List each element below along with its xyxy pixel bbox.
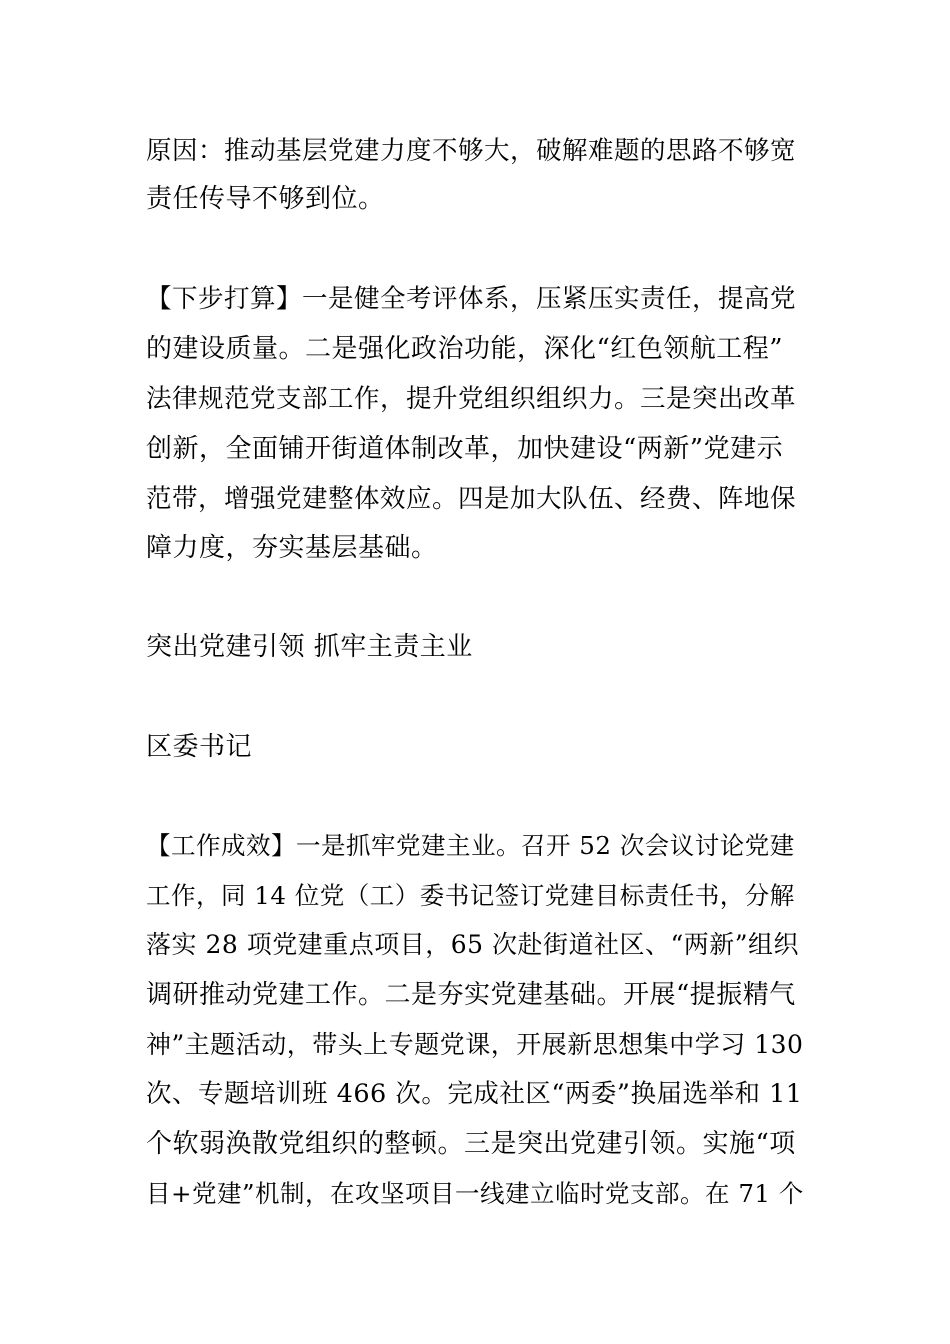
- paragraph-5-line-4: 调研推动党建工作。二是夯实党建基础。开展“提振精气: [146, 980, 796, 1010]
- paragraph-2-line-3: 法律规范党支部工作，提升党组织组织力。三是突出改革: [146, 384, 797, 414]
- paragraph-5-line-2: 工作，同 14 位党（工）委书记签订党建目标责任书，分解: [146, 881, 795, 910]
- paragraph-1-line-1: 原因：推动基层党建力度不够大，破解难题的思路不够宽: [146, 136, 797, 166]
- paragraph-1-line-2: 责任传导不够到位。: [146, 184, 385, 214]
- paragraph-5-line-6: 次、专题培训班 466 次。完成社区“两委”换届选举和 11: [146, 1079, 803, 1109]
- paragraph-5-line-8: 目+党建”机制，在攻坚项目一线建立临时党支部。在 71 个: [146, 1179, 804, 1208]
- paragraph-5-line-5: 神”主题活动，带头上专题党课，开展新思想集中学习 130: [146, 1030, 804, 1059]
- paragraph-5-line-7: 个软弱涣散党组织的整顿。三是突出党建引领。实施“项: [146, 1129, 796, 1159]
- paragraph-5-line-3: 落实 28 项党建重点项目，65 次赴街道社区、“两新”组织: [146, 930, 800, 959]
- paragraph-5-line-1: 【工作成效】一是抓牢党建主业。召开 52 次会议讨论党建: [146, 831, 795, 860]
- paragraph-2-line-6: 障力度，夯实基层基础。: [146, 533, 438, 563]
- paragraph-2-line-4: 创新，全面铺开街道体制改革，加快建设“两新”党建示: [146, 434, 784, 464]
- paragraph-2-line-1: 【下步打算】一是健全考评体系，压紧压实责任，提高党: [146, 284, 797, 314]
- author-line: 区委书记: [146, 732, 253, 762]
- paragraph-2-line-5: 范带，增强党建整体效应。四是加大队伍、经费、阵地保: [146, 484, 797, 514]
- section-heading: 突出党建引领 抓牢主责主业: [146, 632, 473, 662]
- paragraph-2-line-2: 的建设质量。二是强化政治功能，深化“红色领航工程”: [146, 334, 784, 364]
